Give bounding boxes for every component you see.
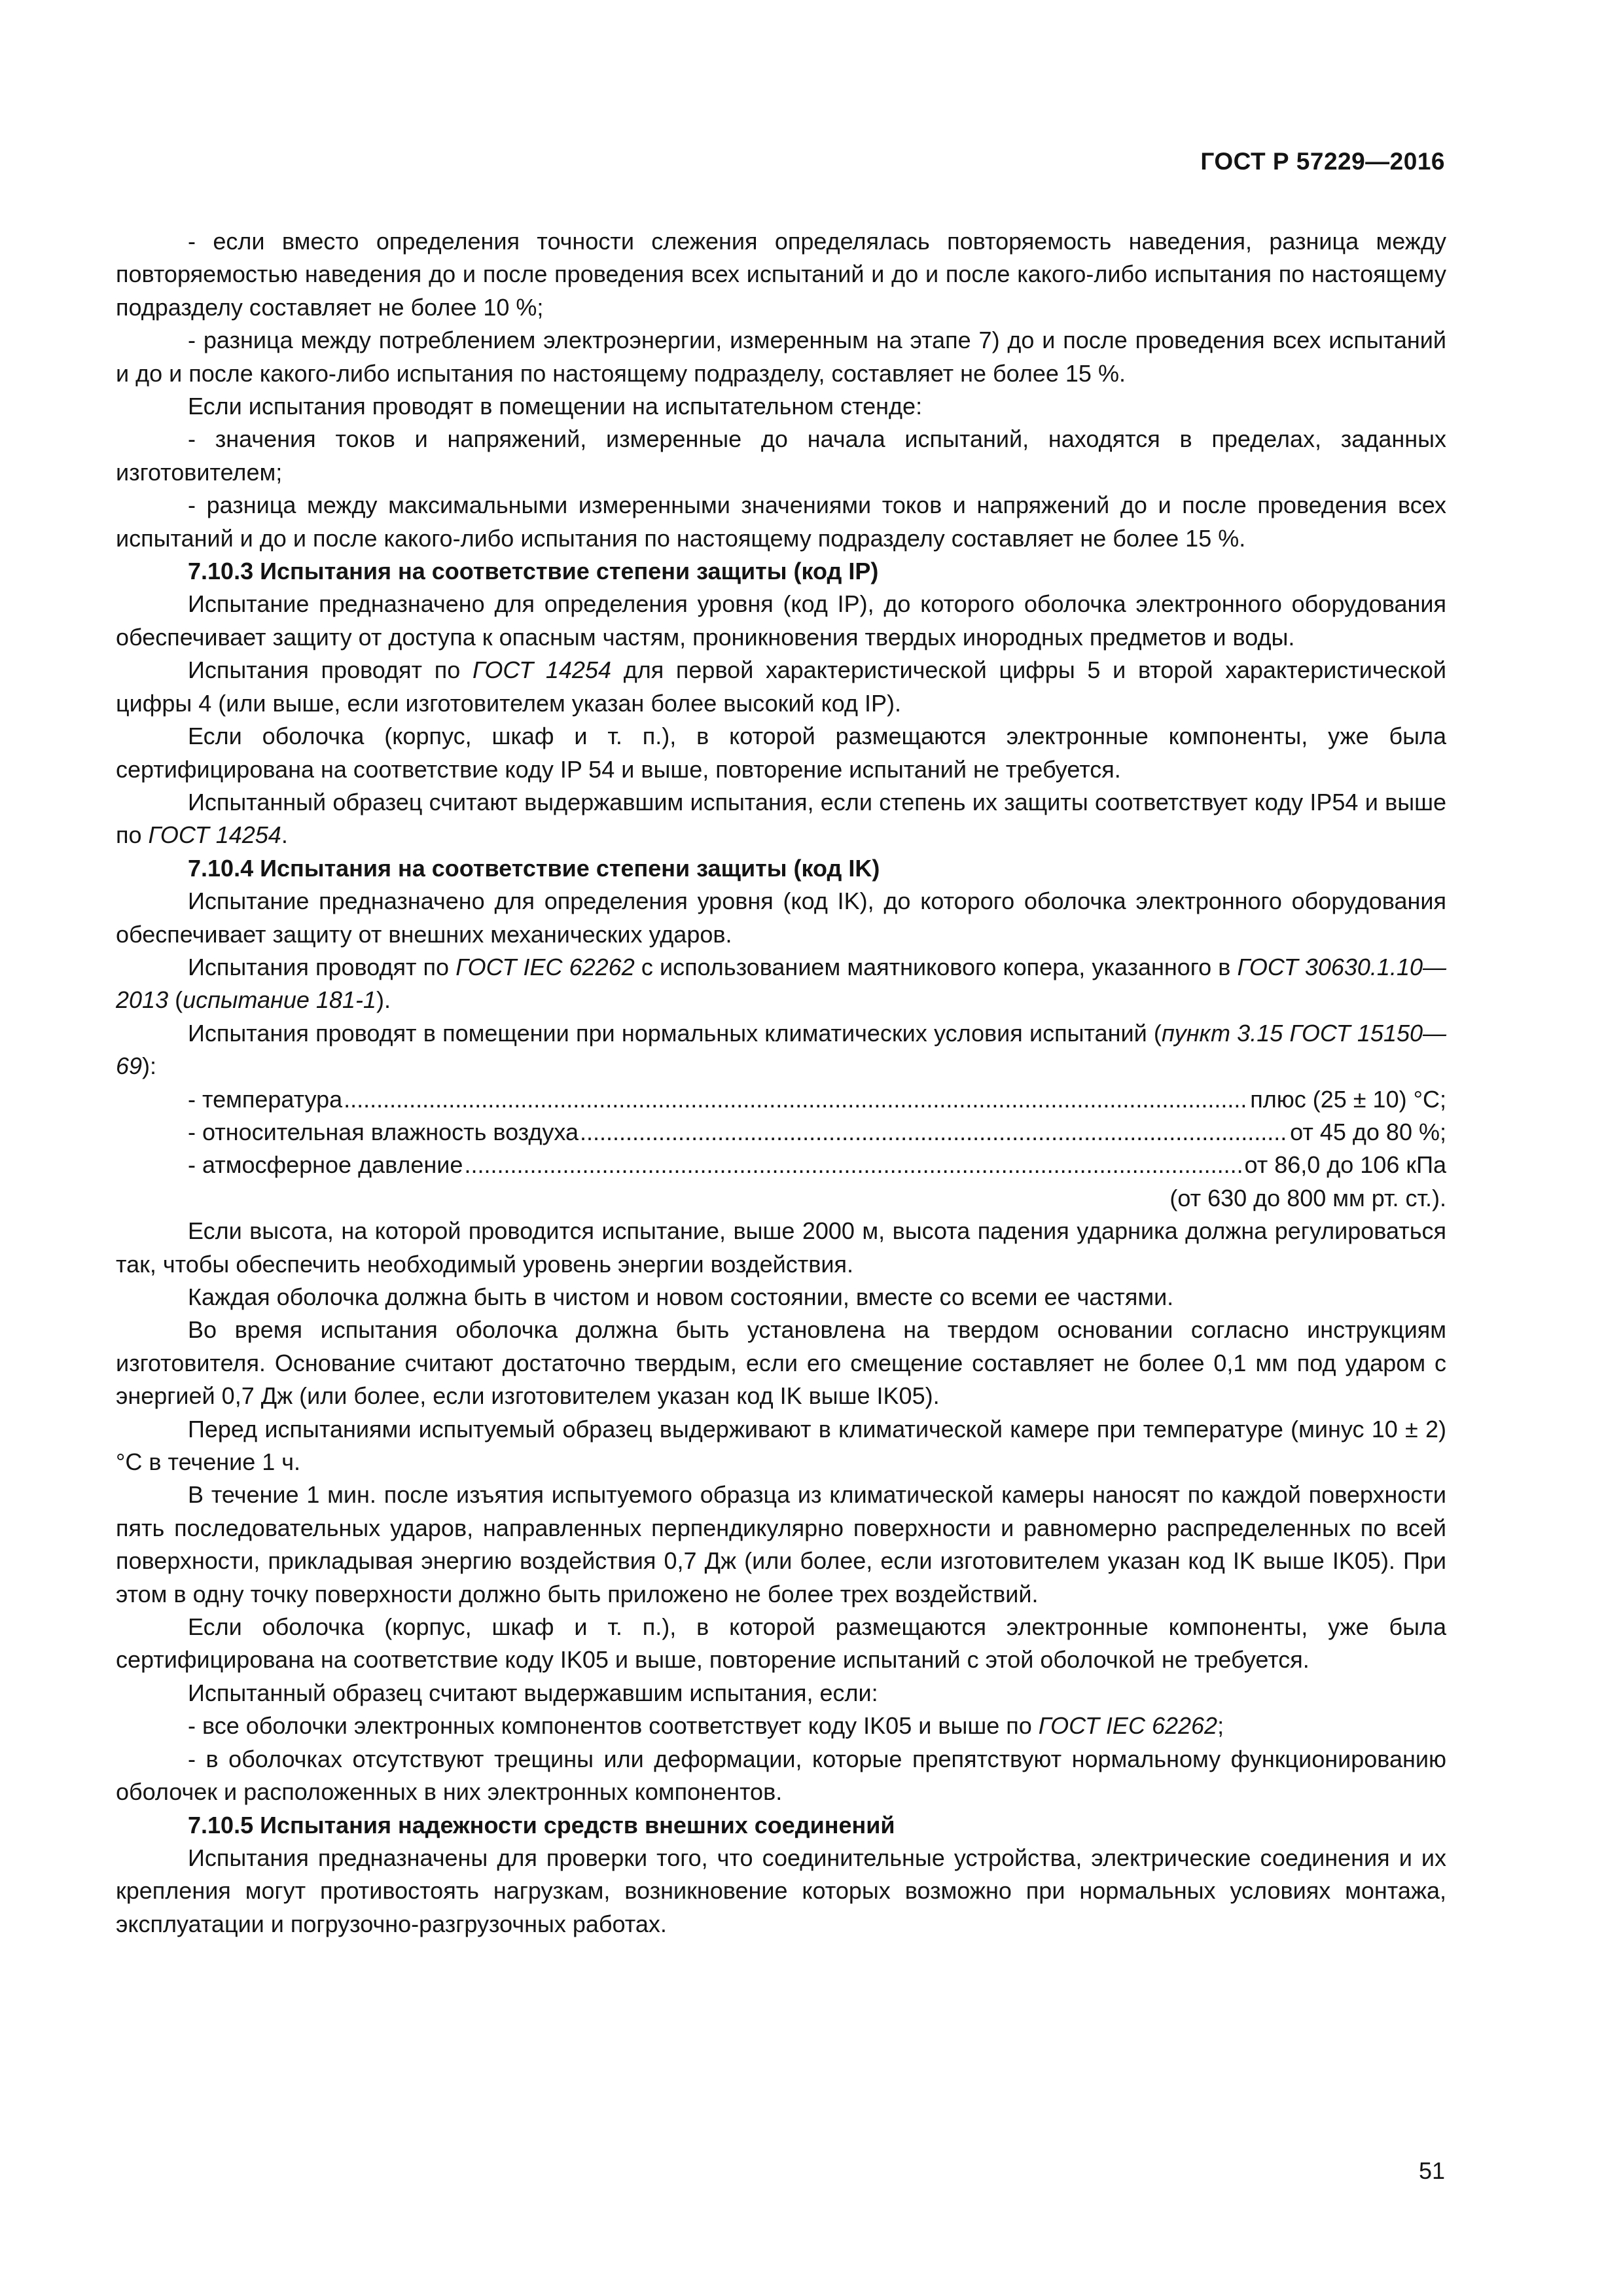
paragraph: Испытания предназначены для проверки того, что соединительные устройства, электрические соединения и их крепления могут противостоять нагрузкам, возникновение которых возможно при нормальных условиях монтажа, эксплуатации и погрузочно-разгрузочных работах.	[116, 1844, 1446, 1937]
condition-value: плюс (25 ± 10) °С;	[1250, 1085, 1446, 1113]
paragraph: Испытания проводят по ГОСТ 14254 для первой характеристической цифры 5 и второй характеристической цифры 4 (или выше, если изготовителем указан более высокий код IP).	[116, 656, 1446, 717]
paragraph: - если вместо определения точности слежения определялась повторяемость наведения, разница между повторяемостью наведения до и после проведения всех испытаний и до и после какого-либо испытания по настоящему подразделу составляет не более 10 %;	[116, 228, 1446, 321]
paragraph: Если высота, на которой проводится испытание, выше 2000 м, высота падения ударника должна регулироваться так, чтобы обеспечить необходимый уровень энергии воздействия.	[116, 1217, 1446, 1278]
standard-reference: ГОСТ 30630.1.10—2013	[116, 953, 1446, 1014]
condition-row-pressure	[188, 1149, 1446, 1181]
standard-reference: испытание 181-1	[183, 986, 376, 1014]
standard-reference: ГОСТ 14254	[472, 656, 611, 684]
standard-reference: ГОСТ 14254	[148, 821, 281, 849]
condition-label: - атмосферное давление	[188, 1151, 463, 1179]
standard-reference: ГОСТ IEC 62262	[1038, 1712, 1218, 1740]
pressure-note: (от 630 до 800 мм рт. ст.).	[1169, 1184, 1446, 1211]
document-body	[116, 225, 1446, 1941]
paragraph: - в оболочках отсутствуют трещины или деформации, которые препятствуют нормальному функционированию оболочек и расположенных в них электронных компонентов.	[116, 1745, 1446, 1806]
paragraph: Каждая оболочка должна быть в чистом и новом состоянии, вместе со всеми ее частями.	[188, 1283, 1174, 1310]
section-heading: 7.10.5 Испытания надежности средств внешних соединений	[188, 1811, 895, 1839]
paragraph: Испытанный образец считают выдержавшим испытания, если:	[188, 1679, 878, 1706]
document-header: ГОСТ Р 57229—2016	[1200, 148, 1445, 175]
paragraph: - значения токов и напряжений, измеренные до начала испытаний, находятся в пределах, заданных изготовителем;	[116, 425, 1446, 486]
standard-reference: ГОСТ IEC 62262	[455, 953, 635, 980]
paragraph: Испытание предназначено для определения уровня (код IK), до которого оболочка электронного оборудования обеспечивает защиту от внешних механических ударов.	[116, 888, 1446, 948]
paragraph: Если оболочка (корпус, шкаф и т. п.), в которой размещаются электронные компоненты, уже была сертифицирована на соответствие коду IP 54 и выше, повторение испытаний не требуется.	[116, 723, 1446, 783]
dot-leader	[464, 1149, 1243, 1181]
condition-value: от 86,0 до 106 кПа	[1244, 1151, 1446, 1179]
dot-leader	[580, 1116, 1289, 1149]
paragraph: Перед испытаниями испытуемый образец выдерживают в климатической камере при температуре (минус 10 ± 2) °С в течение 1 ч.	[116, 1415, 1446, 1476]
paragraph: Если оболочка (корпус, шкаф и т. п.), в которой размещаются электронные компоненты, уже была сертифицирована на соответствие коду IK05 и выше, повторение испытаний с этой оболочкой не требуется.	[116, 1613, 1446, 1674]
condition-row-temperature	[188, 1083, 1446, 1116]
condition-label: - относительная влажность воздуха	[188, 1118, 579, 1145]
paragraph: - разница между потреблением электроэнергии, измеренным на этапе 7) до и после проведения всех испытаний и до и после какого-либо испытания по настоящему подразделу, составляет не более 15 %.	[116, 327, 1446, 387]
condition-label: - температура	[188, 1085, 343, 1113]
paragraph: Испытание предназначено для определения уровня (код IP), до которого оболочка электронного оборудования обеспечивает защиту от доступа к опасным частям, проникновения твердых инородных предметов и воды.	[116, 590, 1446, 651]
section-heading: 7.10.3 Испытания на соответствие степени защиты (код IP)	[188, 558, 879, 585]
standard-reference: пункт 3.15 ГОСТ 15150—69	[116, 1019, 1447, 1080]
condition-value: от 45 до 80 %;	[1290, 1118, 1446, 1145]
paragraph: Если испытания проводят в помещении на испытательном стенде:	[188, 393, 923, 420]
paragraph: Испытанный образец считают выдержавшим испытания, если степень их защиты соответствует коду IP54 и выше по ГОСТ 14254.	[116, 788, 1446, 849]
paragraph: В течение 1 мин. после изъятия испытуемого образца из климатической камеры наносят по каждой поверхности пять последовательных ударов, направленных перпендикулярно поверхности и равномерно распределенных по всей поверхности, прикладывая энергию воздействия 0,7 Дж (или более, если изготовителем указан код IK выше IK05). При этом в одну точку поверхности должно быть приложено не более трех воздействий.	[116, 1481, 1446, 1607]
section-heading: 7.10.4 Испытания на соответствие степени защиты (код IK)	[188, 854, 880, 882]
paragraph: Во время испытания оболочка должна быть установлена на твердом основании согласно инструкциям изготовителя. Основание считают достаточно твердым, если его смещение составляет не более 0,1 мм под ударом с энергией 0,7 Дж (или более, если изготовителем указан код IK выше IK05).	[116, 1316, 1446, 1410]
paragraph: - разница между максимальными измеренными значениями токов и напряжений до и после проведения всех испытаний и до и после какого-либо испытания по настоящему подразделу составляет не более 15 %.	[116, 492, 1446, 552]
paragraph: Испытания проводят в помещении при нормальных климатических условия испытаний (пункт 3.15 ГОСТ 15150—69):	[116, 1019, 1447, 1080]
condition-row-humidity	[188, 1116, 1446, 1149]
page-number: 51	[1418, 2157, 1445, 2184]
paragraph: - все оболочки электронных компонентов соответствует коду IK05 и выше по ГОСТ IEC 62262;	[188, 1712, 1224, 1740]
dot-leader	[344, 1083, 1249, 1116]
paragraph: Испытания проводят по ГОСТ IEC 62262 с использованием маятникового копера, указанного в ГОСТ 30630.1.10—2013 (испытание 181-1).	[116, 953, 1446, 1014]
